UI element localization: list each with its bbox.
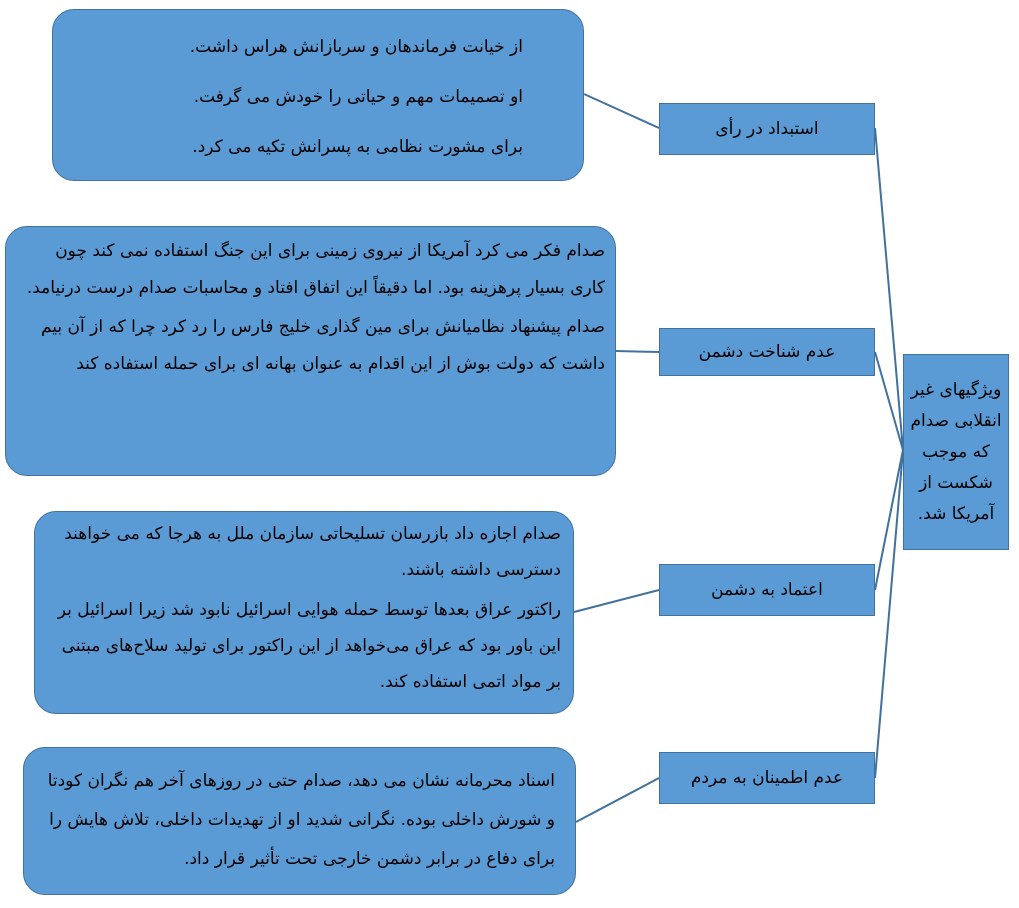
branch-label: اعتماد به دشمن	[711, 580, 823, 600]
branch-node-4	[659, 752, 875, 804]
connector-branch-2-detail	[616, 351, 659, 352]
detail-box-3	[34, 511, 574, 714]
branch-label: عدم شناخت دشمن	[698, 342, 836, 362]
detail-line: از خیانت فرماندهان و سربازانش هراس داشت.	[189, 37, 523, 57]
branch-node-1	[659, 103, 875, 155]
detail-box-2	[5, 226, 616, 476]
branch-node-3	[659, 564, 875, 616]
detail-line: صدام پیشنهاد نظامیانش برای مین گذاری خلیج فارس را رد کرد چرا که از آن بیم داشت که دولت بوش از این اقدام به عنوان بهانه ای برای حمله استفاده کند	[40, 317, 605, 374]
root-node	[903, 354, 1009, 550]
root-label: ویژگیهای غیر انقلابی صدام که موجب شکست از آمریکا شد.	[910, 379, 1002, 524]
detail-box-1	[52, 9, 584, 181]
connector-root-branch-4	[875, 450, 903, 778]
detail-line: صدام فکر می کرد آمریکا از نیروی زمینی برای این جنگ استفاده نمی کند چون کاری بسیار پرهزینه بود. اما دقیقاً این اتفاق افتاد و محاسبات صدام درست درنیامد.	[26, 241, 605, 298]
detail-line: او تصمیمات مهم و حیاتی را خودش می گرفت.	[193, 87, 523, 107]
connector-branch-1-detail	[584, 94, 659, 128]
connector-branch-3-detail	[574, 590, 659, 612]
detail-line: صدام اجازه داد بازرسان تسلیحاتی سازمان ملل به هرجا که می خواهند دسترسی داشته باشند.	[64, 524, 561, 580]
branch-label: عدم اطمینان به مردم	[690, 768, 844, 788]
detail-line: اسناد محرمانه نشان می دهد، صدام حتی در روزهای آخر هم نگران کودتا و شورش داخلی بوده. نگرانی شدید او از تهدیدات داخلی، تلاش هایش را برای دفاع در برابر دشمن خارجی تحت تأثیر قرار داد.	[47, 771, 555, 869]
branch-node-2	[659, 328, 875, 376]
detail-box-4	[23, 747, 576, 895]
branch-label: استبداد در رأی	[715, 119, 819, 139]
detail-line: برای مشورت نظامی به پسرانش تکیه می کرد.	[192, 137, 523, 157]
connector-branch-4-detail	[576, 778, 659, 822]
connector-root-branch-3	[875, 450, 903, 590]
detail-line: راکتور عراق بعدها توسط حمله هوایی اسرائیل نابود شد زیرا اسرائیل بر این باور بود که عراق می‌خواهد از این راکتور برای تولید سلاح‌های مبتنی بر مواد اتمی استفاده کند.	[57, 600, 561, 692]
